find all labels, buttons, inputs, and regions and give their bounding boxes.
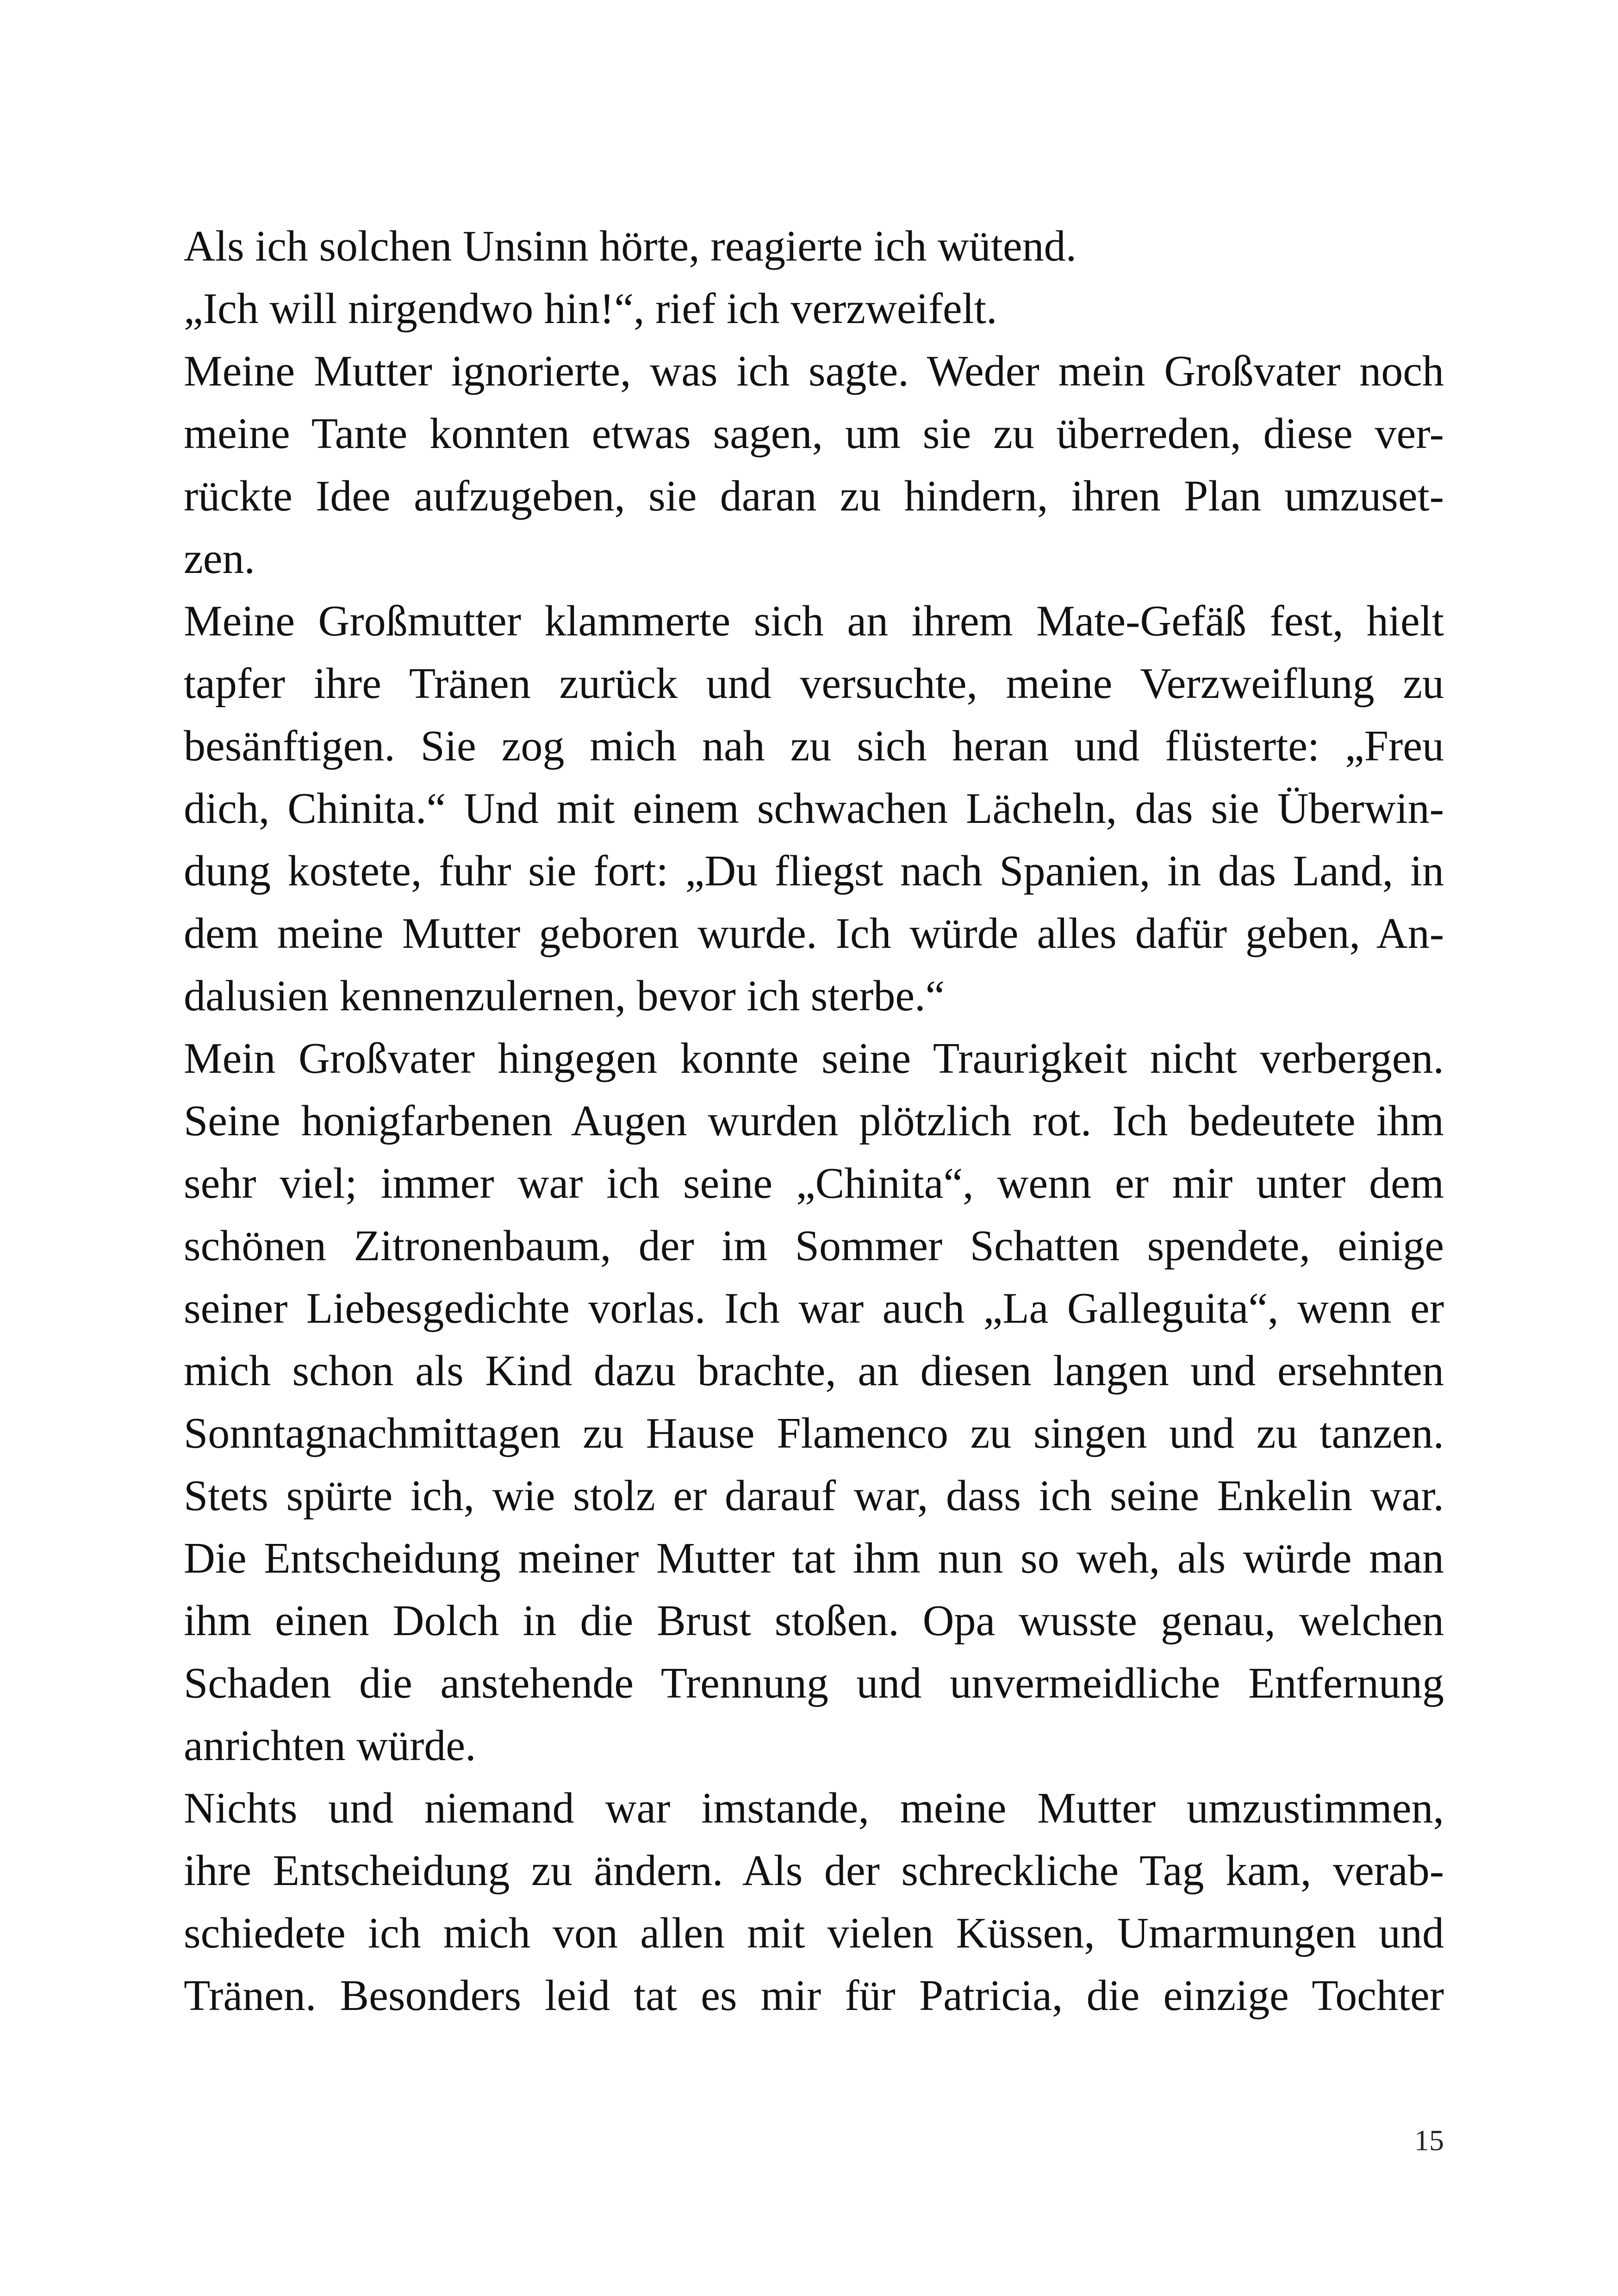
text-line: „Ich will nirgendwo hin!“, rief ich verzweifelt.	[184, 285, 997, 333]
text-line: rückte Idee aufzugeben, sie daran zu hindern, ihren Plan umzuset-	[184, 472, 1444, 520]
text-line: Mein Großvater hingegen konnte seine Traurigkeit nicht verbergen.	[184, 1034, 1444, 1083]
text-line: ihre Entscheidung zu ändern. Als der schreckliche Tag kam, verab-	[184, 1847, 1444, 1895]
text-line: besänftigen. Sie zog mich nah zu sich heran und flüsterte: „Freu	[184, 722, 1444, 770]
text-line: Stets spürte ich, wie stolz er darauf war, dass ich seine Enkelin war.	[184, 1472, 1444, 1520]
text-line: Nichts und niemand war imstande, meine Mutter umzustimmen,	[184, 1784, 1444, 1832]
text-line: Meine Mutter ignorierte, was ich sagte. Weder mein Großvater noch	[184, 347, 1444, 395]
text-line: dem meine Mutter geboren wurde. Ich würde alles dafür geben, An-	[184, 909, 1444, 958]
text-line: schönen Zitronenbaum, der im Sommer Schatten spendete, einige	[184, 1222, 1444, 1270]
page-number: 15	[1414, 2124, 1444, 2157]
text-line: Die Entscheidung meiner Mutter tat ihm nun so weh, als würde man	[184, 1534, 1444, 1582]
text-line: Tränen. Besonders leid tat es mir für Patricia, die einzige Tochter	[184, 1972, 1444, 2020]
text-line: dich, Chinita.“ Und mit einem schwachen Lächeln, das sie Überwin-	[184, 784, 1444, 833]
page-body-text	[184, 215, 1444, 2027]
text-line: anrichten würde.	[184, 1722, 476, 1770]
text-line: meine Tante konnten etwas sagen, um sie zu überreden, diese ver-	[184, 410, 1444, 458]
text-line: seiner Liebesgedichte vorlas. Ich war auch „La Galleguita“, wenn er	[184, 1284, 1444, 1332]
text-line: mich schon als Kind dazu brachte, an diesen langen und ersehnten	[184, 1347, 1444, 1395]
text-line: Sonntagnachmittagen zu Hause Flamenco zu singen und zu tanzen.	[184, 1409, 1444, 1457]
text-line: zen.	[184, 535, 255, 583]
text-line: schiedete ich mich von allen mit vielen Küssen, Umarmungen und	[184, 1909, 1444, 1957]
text-line: Meine Großmutter klammerte sich an ihrem Mate-Gefäß fest, hielt	[184, 597, 1444, 645]
text-line: dalusien kennenzulernen, bevor ich sterbe.“	[184, 972, 945, 1020]
text-line: sehr viel; immer war ich seine „Chinita“, wenn er mir unter dem	[184, 1159, 1444, 1207]
text-line: dung kostete, fuhr sie fort: „Du fliegst nach Spanien, in das Land, in	[184, 847, 1444, 895]
text-line: Seine honigfarbenen Augen wurden plötzlich rot. Ich bedeutete ihm	[184, 1097, 1444, 1145]
text-line: ihm einen Dolch in die Brust stoßen. Opa wusste genau, welchen	[184, 1597, 1444, 1645]
text-line: tapfer ihre Tränen zurück und versuchte, meine Verzweiflung zu	[184, 660, 1444, 708]
text-line: Als ich solchen Unsinn hörte, reagierte ich wütend.	[184, 222, 1077, 270]
text-line: Schaden die anstehende Trennung und unvermeidliche Entfernung	[184, 1659, 1444, 1707]
